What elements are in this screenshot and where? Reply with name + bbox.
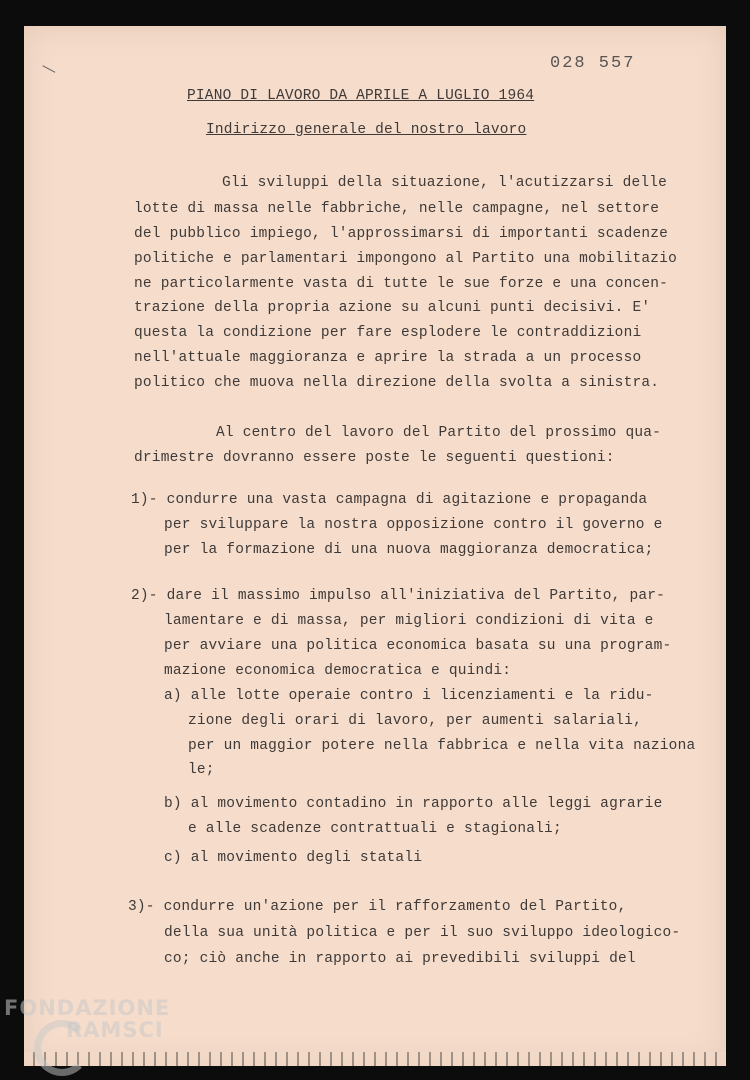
item2-line: mazione economica democratica e quindi:: [164, 663, 512, 679]
para1-line: trazione della propria azione su alcuni punti decisivi. E': [134, 300, 651, 316]
para1-line: nell'attuale maggioranza e aprire la strada a un processo: [134, 350, 642, 366]
para2-line: drimestre dovranno essere poste le seguenti questioni:: [134, 450, 615, 466]
g-circle-icon: [34, 1020, 90, 1076]
item2b-line: b) al movimento contadino in rapporto alle leggi agrarie: [164, 796, 663, 812]
para1-line: Gli sviluppi della situazione, l'acutizzarsi delle: [222, 175, 668, 191]
para1-line: lotte di massa nelle fabbriche, nelle campagne, nel settore: [134, 201, 660, 217]
para1-line: questa la condizione per fare esplodere le contraddizioni: [134, 325, 642, 341]
document-subtitle: Indirizzo generale del nostro lavoro: [206, 122, 527, 138]
item2a-line: le;: [188, 762, 215, 778]
watermark-logo: [4, 996, 170, 1042]
document-number: 028 557: [550, 54, 636, 73]
para1-line: politico che muova nella direzione della svolta a sinistra.: [134, 375, 660, 391]
item1-line: per sviluppare la nostra opposizione contro il governo e: [164, 517, 663, 533]
para2-line: Al centro del lavoro del Partito del prossimo qua-: [216, 425, 662, 441]
item1-line: 1)- condurre una vasta campagna di agitazione e propaganda: [131, 492, 648, 508]
item2a-line: per un maggior potere nella fabbrica e nella vita naziona: [188, 738, 696, 754]
item3-line: co; ciò anche in rapporto ai prevedibili sviluppi del: [164, 951, 636, 967]
item2c-line: c) al movimento degli statali: [164, 850, 423, 866]
item2a-line: zione degli orari di lavoro, per aumenti salariali,: [188, 713, 642, 729]
item3-line: della sua unità politica e per il suo sviluppo ideologico-: [164, 925, 681, 941]
item3-line: 3)- condurre un'azione per il rafforzamento del Partito,: [128, 899, 627, 915]
item2b-line: e alle scadenze contrattuali e stagionali;: [188, 821, 562, 837]
item2-line: lamentare e di massa, per migliori condizioni di vita e: [164, 613, 654, 629]
watermark-line1: FONDAZIONE: [4, 996, 171, 1020]
item2-line: 2)- dare il massimo impulso all'iniziativa del Partito, par-: [131, 588, 666, 604]
para1-line: ne particolarmente vasta di tutte le sue forze e una concen-: [134, 276, 669, 292]
para1-line: del pubblico impiego, l'approssimarsi di importanti scadenze: [134, 226, 669, 242]
watermark-line2: RAMSCI: [66, 1018, 164, 1042]
pencil-mark: [39, 65, 56, 80]
item2a-line: a) alle lotte operaie contro i licenziamenti e la ridu-: [164, 688, 654, 704]
item2-line: per avviare una politica economica basata su una program-: [164, 638, 672, 654]
para1-line: politiche e parlamentari impongono al Partito una mobilitazio: [134, 251, 677, 267]
document-page: [24, 26, 726, 1066]
item1-line: per la formazione di una nuova maggioranza democratica;: [164, 542, 654, 558]
document-title: PIANO DI LAVORO DA APRILE A LUGLIO 1964: [187, 88, 535, 104]
